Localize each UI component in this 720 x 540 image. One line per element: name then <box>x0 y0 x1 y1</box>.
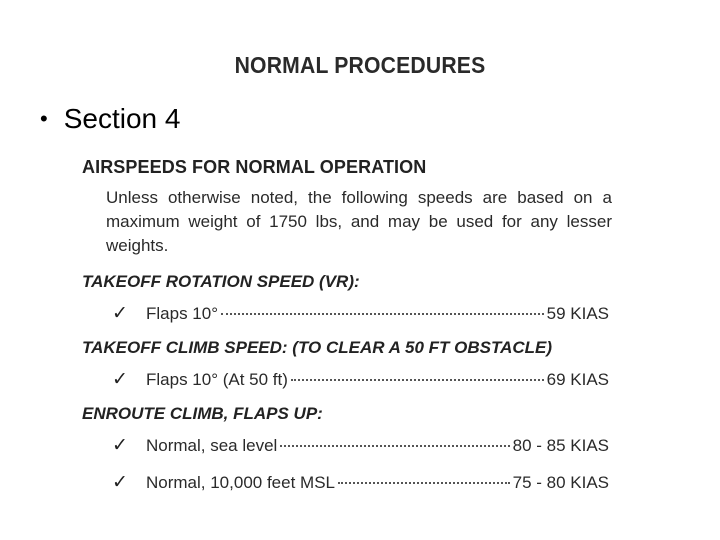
speed-value: 75 - 80 KIAS <box>512 473 609 492</box>
dot-leader <box>280 445 509 447</box>
page-title: NORMAL PROCEDURES <box>234 52 486 78</box>
bullet-item <box>40 103 180 135</box>
check-icon: ✓ <box>112 435 128 456</box>
group-heading-enroute-climb: ENROUTE CLIMB, FLAPS UP: <box>82 404 323 423</box>
dot-leader <box>291 379 544 381</box>
speed-value: 80 - 85 KIAS <box>512 436 609 455</box>
speed-label: Flaps 10° <box>146 304 219 323</box>
speed-row <box>112 302 609 325</box>
speed-row <box>112 434 609 457</box>
group-heading-takeoff-rotation: TAKEOFF ROTATION SPEED (VR): <box>82 272 360 291</box>
speed-label: Normal, 10,000 feet MSL <box>146 473 335 492</box>
dot-leader <box>221 313 544 315</box>
speed-value: 59 KIAS <box>546 304 609 323</box>
speed-label: Flaps 10° (At 50 ft) <box>146 370 288 389</box>
check-icon: ✓ <box>112 369 128 390</box>
check-icon: ✓ <box>112 303 128 324</box>
bullet-dot: • <box>40 106 48 131</box>
speed-value: 69 KIAS <box>546 370 609 389</box>
group-heading-takeoff-climb: TAKEOFF CLIMB SPEED: (TO CLEAR A 50 FT OBSTACLE) <box>82 338 553 357</box>
check-icon: ✓ <box>112 472 128 493</box>
speed-row <box>112 368 609 391</box>
section-heading: AIRSPEEDS FOR NORMAL OPERATION <box>82 157 427 177</box>
speed-label: Normal, sea level <box>146 436 278 455</box>
speed-row <box>112 471 609 494</box>
intro-paragraph: Unless otherwise noted, the following speeds are based on a maximum weight of 1750 lbs, and may be used for any lesser weights. <box>106 188 612 255</box>
dot-leader <box>338 482 510 484</box>
bullet-text: Section 4 <box>63 103 181 134</box>
